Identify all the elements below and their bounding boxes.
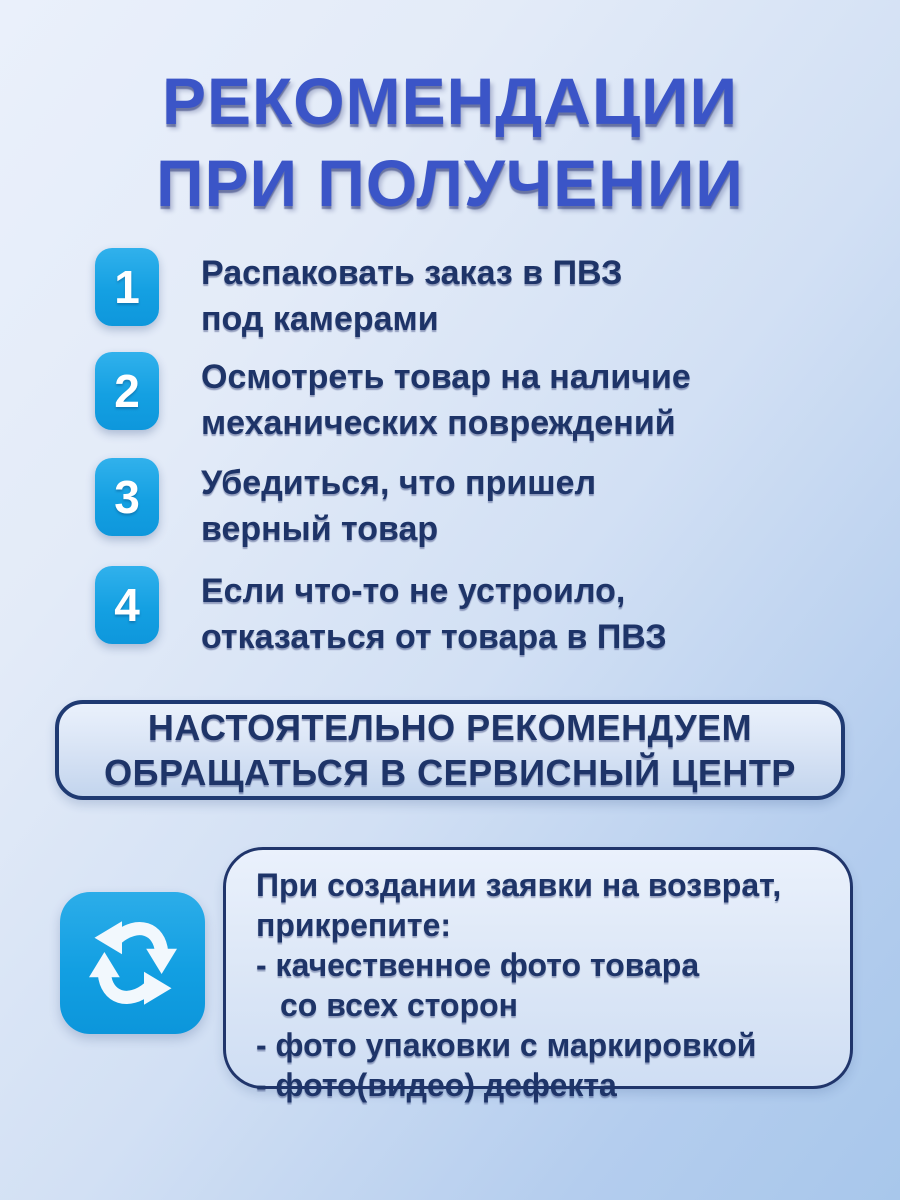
step-3-number-badge: 3: [95, 458, 159, 536]
return-line-3: - качественное фото товара: [256, 947, 700, 983]
step-4-line-1: Если что-то не устроило,: [201, 572, 626, 610]
title-line-2: ПРИ ПОЛУЧЕНИИ: [156, 146, 744, 220]
return-line-4: со всех сторон: [280, 987, 518, 1023]
recommendation-line-2: ОБРАЩАТЬСЯ В СЕРВИСНЫЙ ЦЕНТР: [104, 752, 796, 793]
recommendation-line-1: НАСТОЯТЕЛЬНО РЕКОМЕНДУЕМ: [147, 707, 753, 748]
recommendation-box: [55, 700, 845, 800]
return-instructions-box: [223, 847, 853, 1103]
step-1-text: [201, 248, 622, 342]
step-3-text: [201, 458, 596, 552]
title-line-1: РЕКОМЕНДАЦИИ: [161, 64, 739, 138]
step-2-number-badge: 2: [95, 352, 159, 430]
step-1-number-badge: 1: [95, 248, 159, 326]
step-4: [95, 566, 667, 660]
step-2-line-2: механических повреждений: [201, 404, 676, 442]
step-4-text: [201, 566, 667, 660]
step-3: [95, 458, 596, 552]
step-4-number-badge: 4: [95, 566, 159, 644]
return-line-1: При создании заявки на возврат,: [256, 867, 782, 903]
exchange-arrows-icon: [60, 892, 205, 1034]
return-line-2: прикрепите:: [256, 907, 452, 943]
page-title: [0, 60, 900, 224]
step-2-line-1: Осмотреть товар на наличие: [201, 358, 691, 396]
step-1-line-2: под камерами: [201, 300, 439, 338]
return-line-6: - фото(видео) дефекта: [256, 1067, 617, 1103]
step-2: [95, 352, 691, 446]
return-line-5: - фото упаковки с маркировкой: [256, 1027, 757, 1063]
step-1-line-1: Распаковать заказ в ПВЗ: [201, 254, 623, 292]
step-1: [95, 248, 622, 342]
step-4-line-2: отказаться от товара в ПВЗ: [201, 618, 667, 656]
step-3-line-1: Убедиться, что пришел: [201, 464, 597, 502]
step-2-text: [201, 352, 691, 446]
step-3-line-2: верный товар: [201, 510, 439, 548]
